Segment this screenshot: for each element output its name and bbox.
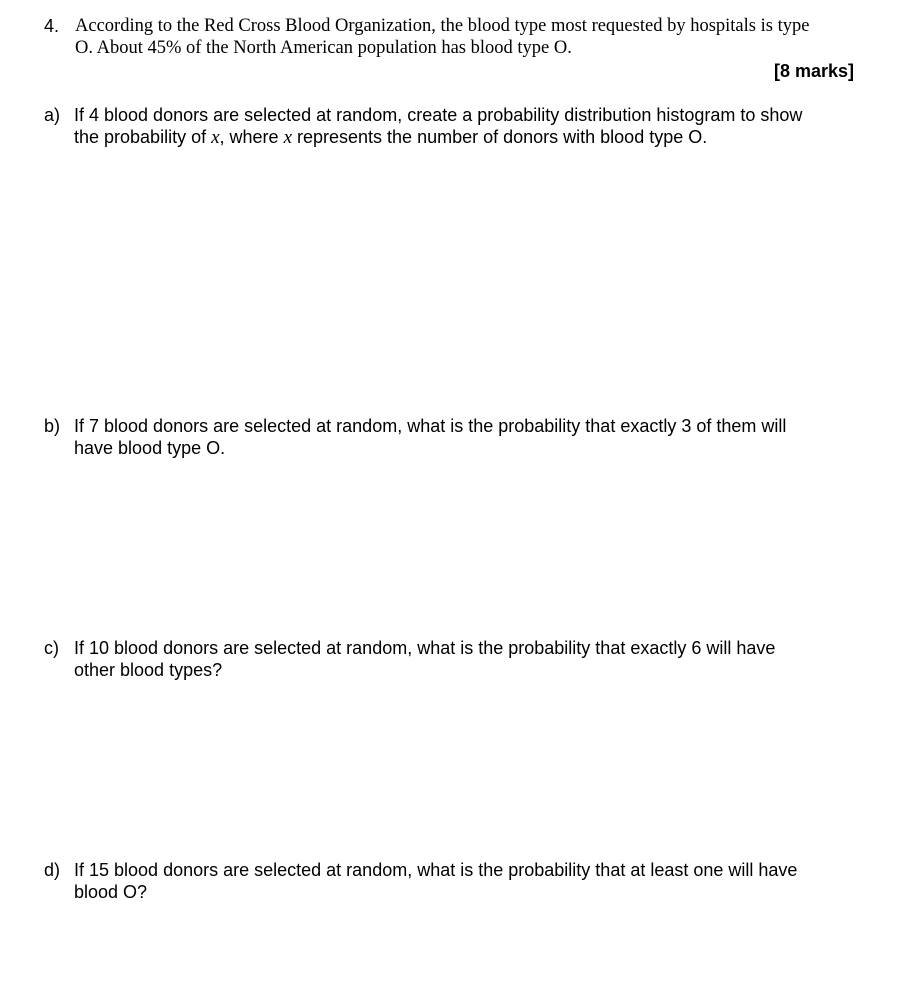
part-c-label: c)	[44, 638, 59, 658]
part-d-label: d)	[44, 860, 61, 880]
question-stem-line-1: According to the Red Cross Blood Organization, the blood type most requested by hospitals is type	[75, 16, 810, 36]
part-d-line-1: If 15 blood donors are selected at random, what is the probability that at least one will have	[74, 860, 798, 880]
part-a-label: a)	[44, 105, 61, 125]
part-d-line-2: blood O?	[74, 882, 148, 902]
part-c-line-2: other blood types?	[74, 660, 223, 680]
part-c-line-1: If 10 blood donors are selected at random, what is the probability that exactly 6 will have	[74, 638, 776, 658]
variable-x: x	[283, 127, 292, 148]
part-b-line-2: have blood type O.	[74, 438, 226, 458]
part-b-line-1: If 7 blood donors are selected at random, what is the probability that exactly 3 of them will	[74, 416, 787, 436]
question-stem-line-2: O. About 45% of the North American population has blood type O.	[75, 38, 572, 58]
part-b-label: b)	[44, 416, 61, 436]
part-a-line-1: If 4 blood donors are selected at random, create a probability distribution histogram to show	[74, 105, 803, 125]
variable-x: x	[211, 127, 220, 148]
part-a-line-2: the probability of x, where x represents the number of donors with blood type O.	[74, 127, 708, 148]
question-number: 4.	[44, 16, 60, 36]
marks-label: [8 marks]	[773, 61, 854, 81]
